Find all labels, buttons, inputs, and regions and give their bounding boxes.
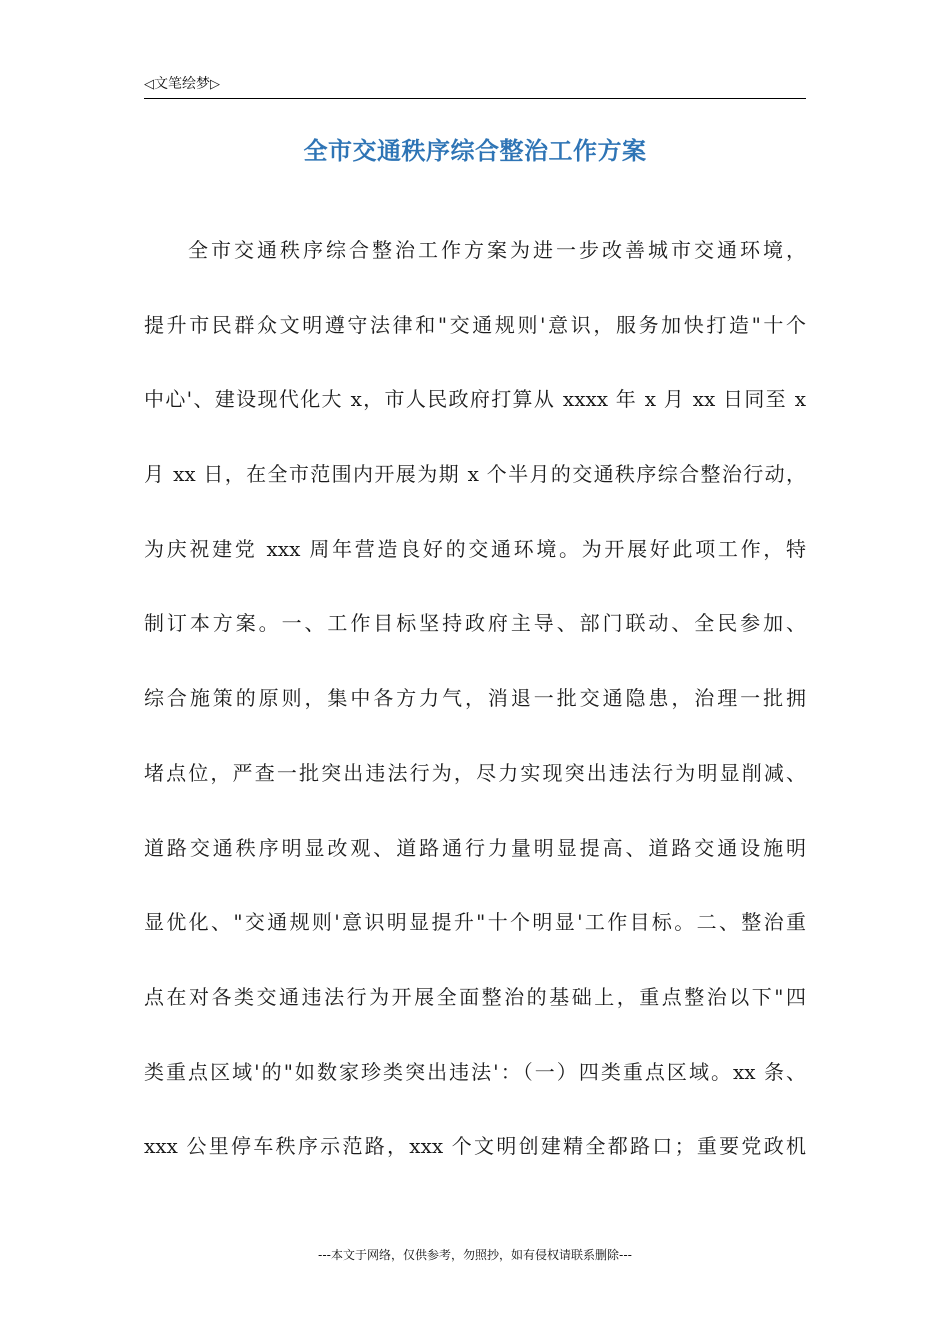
body-line: xxx 公里停车秩序示范路，xxx 个文明创建精全都路口；重要党政机 [144, 1134, 806, 1159]
body-line: 月 xx 日，在全市范围内开展为期 x 个半月的交通秩序综合整治行动， [144, 462, 806, 487]
body-line: 类重点区域'的"如数家珍类突出违法'：（一）四类重点区域。xx 条、 [144, 1059, 806, 1084]
body-line: 全市交通秩序综合整治工作方案为进一步改善城市交通环境， [188, 238, 806, 262]
body-line: 道路交通秩序明显改观、道路通行力量明显提高、道路交通设施明 [144, 835, 806, 860]
body-line: 堵点位，严查一批突出违法行为，尽力实现突出违法行为明显削减、 [144, 760, 806, 785]
body-line: 为庆祝建党 xxx 周年营造良好的交通环境。为开展好此项工作，特 [144, 536, 806, 561]
header-brand: 文笔绘梦 [154, 76, 210, 92]
body-line: 提升市民群众文明遵守法律和"交通规则'意识，服务加快打造"十个 [144, 312, 806, 337]
left-triangle-icon: ◁ [144, 77, 154, 92]
right-triangle-icon: ▷ [210, 77, 220, 92]
document-title: 全市交通秩序综合整治工作方案 [303, 136, 647, 165]
page-footer-notice: ---本文于网络，仅供参考，勿照抄，如有侵权请联系删除--- [318, 1248, 632, 1262]
body-line: 显优化、"交通规则'意识明显提升"十个明显'工作目标。二、整治重 [144, 910, 806, 935]
page-header [144, 74, 806, 99]
document-body [144, 228, 806, 1199]
body-line: 综合施策的原则，集中各方力气，消退一批交通隐患，治理一批拥 [144, 686, 806, 711]
body-line: 点在对各类交通违法行为开展全面整治的基础上，重点整治以下"四 [144, 984, 806, 1009]
body-line: 中心'、建设现代化大 x，市人民政府打算从 xxxx 年 x 月 xx 日同至 x [144, 387, 806, 412]
body-line: 制订本方案。一、工作目标坚持政府主导、部门联动、全民参加、 [144, 611, 806, 636]
